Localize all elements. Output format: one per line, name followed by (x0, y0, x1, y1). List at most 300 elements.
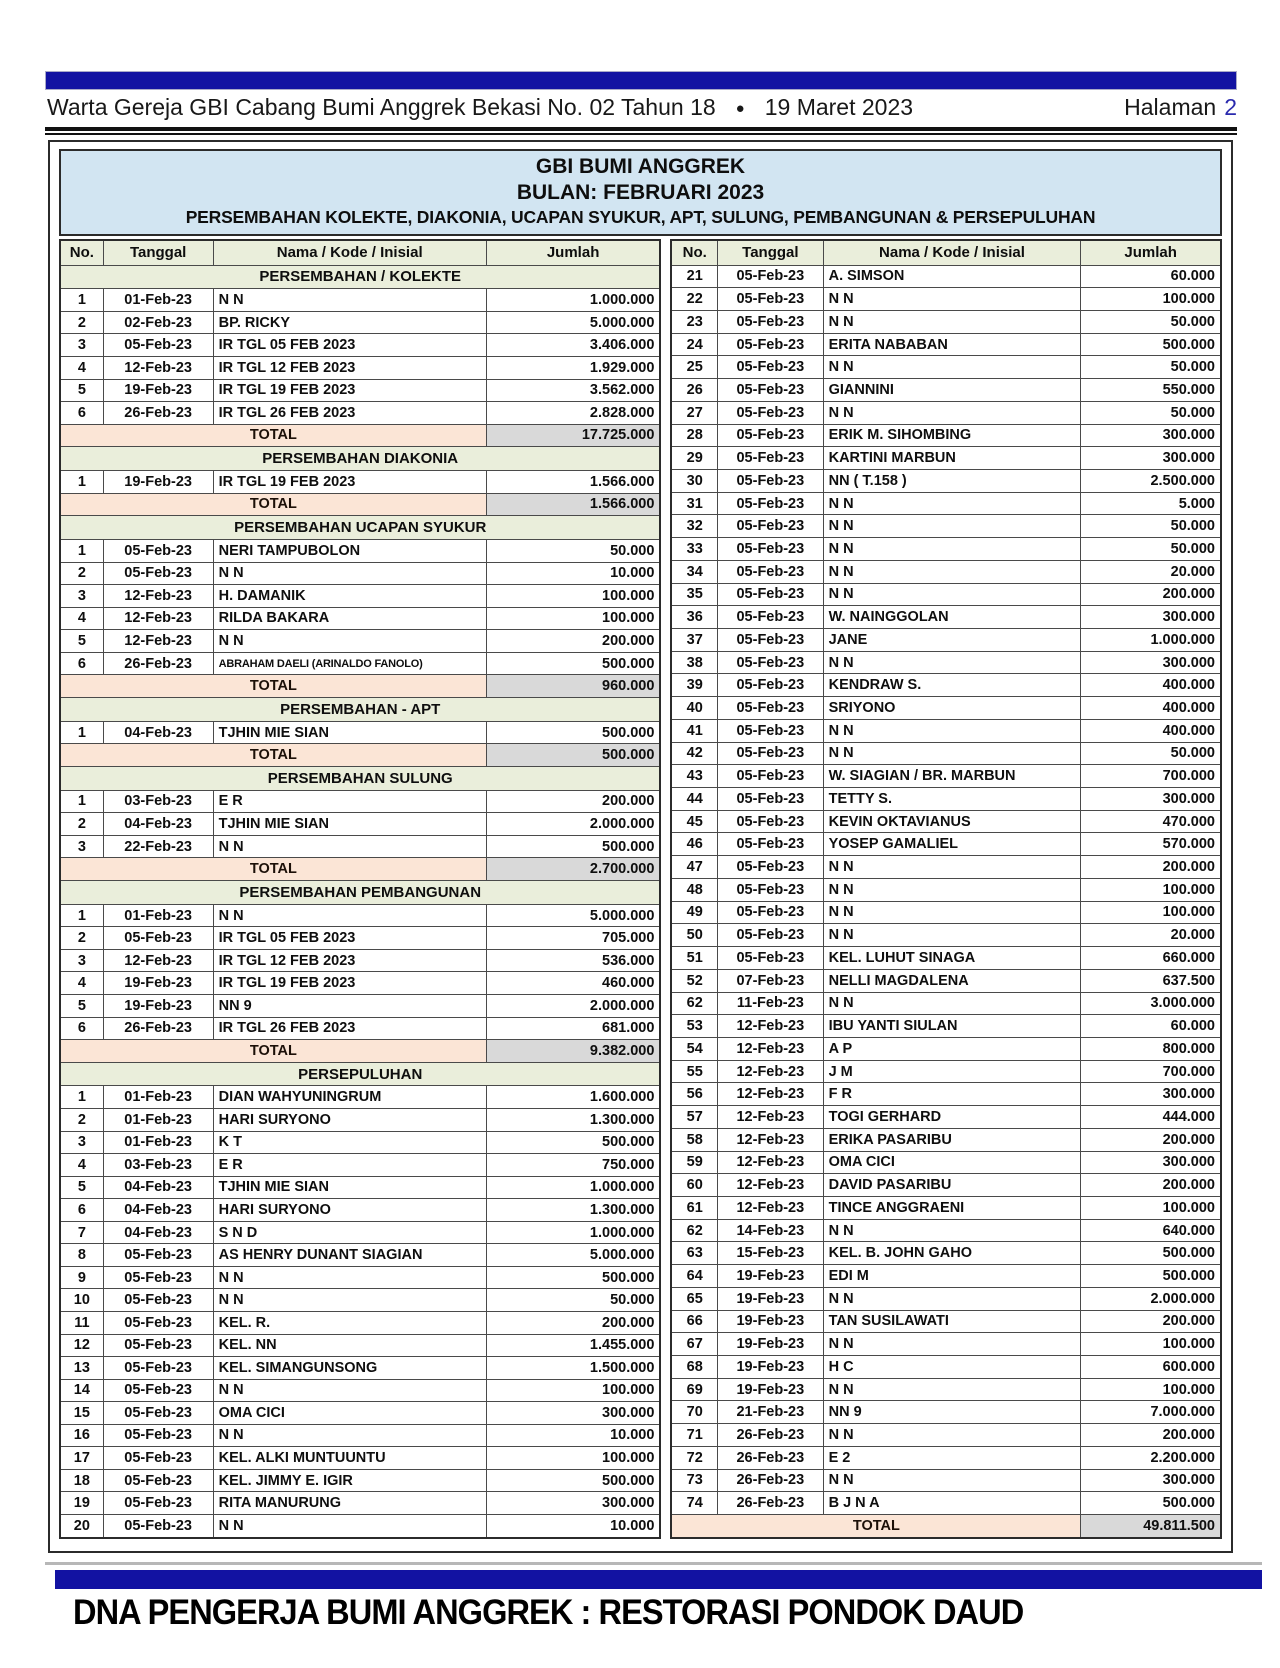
table-row (60, 540, 660, 563)
cell-no: 37 (671, 629, 717, 652)
table-row (671, 1287, 1221, 1310)
table-row (60, 607, 660, 630)
cell-name: ERIK M. SIHOMBING (823, 424, 1081, 447)
cell-no: 13 (60, 1357, 103, 1380)
table-row (671, 1242, 1221, 1265)
cell-amount: 1.000.000 (486, 1176, 660, 1199)
cell-date: 12-Feb-23 (103, 585, 213, 608)
cell-date: 12-Feb-23 (718, 1037, 824, 1060)
cell-amount: 1.000.000 (486, 1221, 660, 1244)
cell-no: 30 (671, 469, 717, 492)
table-row (671, 1356, 1221, 1379)
cell-name: N N (823, 492, 1081, 515)
total-label: TOTAL (60, 493, 486, 516)
cell-date: 12-Feb-23 (718, 1128, 824, 1151)
cell-amount: 10.000 (486, 1424, 660, 1447)
cell-no: 46 (671, 833, 717, 856)
cell-name: N N (823, 992, 1081, 1015)
cell-date: 04-Feb-23 (103, 1176, 213, 1199)
cell-amount: 5.000.000 (486, 904, 660, 927)
cell-amount: 100.000 (1081, 878, 1221, 901)
cell-date: 05-Feb-23 (718, 901, 824, 924)
cell-name: AS HENRY DUNANT SIAGIAN (213, 1244, 486, 1267)
cell-no: 19 (60, 1492, 103, 1515)
cell-amount: 700.000 (1081, 765, 1221, 788)
cell-no: 38 (671, 651, 717, 674)
table-row (671, 947, 1221, 970)
cell-no: 7 (60, 1221, 103, 1244)
newsletter-title: Warta Gereja GBI Cabang Bumi Anggrek Bekasi No. 02 Tahun 18 (47, 94, 716, 120)
cell-name: A P (823, 1037, 1081, 1060)
cell-date: 12-Feb-23 (103, 357, 213, 380)
total-row (60, 675, 660, 698)
cell-date: 05-Feb-23 (718, 401, 824, 424)
table-row (60, 1514, 660, 1538)
cell-name: NN ( T.158 ) (823, 469, 1081, 492)
cell-date: 26-Feb-23 (103, 402, 213, 425)
section-header-row (60, 1062, 660, 1086)
cell-amount: 1.000.000 (486, 289, 660, 312)
table-row (60, 562, 660, 585)
cell-date: 05-Feb-23 (718, 788, 824, 811)
table-row (60, 1109, 660, 1132)
table-row (671, 924, 1221, 947)
cell-name: A. SIMSON (823, 265, 1081, 288)
cell-amount: 200.000 (1081, 856, 1221, 879)
section-header-row (60, 880, 660, 904)
cell-name: N N (823, 1469, 1081, 1492)
cell-amount: 400.000 (1081, 697, 1221, 720)
table-row (60, 1469, 660, 1492)
table-row (671, 1310, 1221, 1333)
cell-date: 21-Feb-23 (718, 1401, 824, 1424)
table-row (671, 810, 1221, 833)
cell-name: TAN SUSILAWATI (823, 1310, 1081, 1333)
offering-table-left (59, 239, 661, 1539)
cell-name: EDI M (823, 1265, 1081, 1288)
cell-amount: 1.300.000 (486, 1199, 660, 1222)
cell-amount: 470.000 (1081, 810, 1221, 833)
cell-date: 05-Feb-23 (103, 562, 213, 585)
cell-no: 10 (60, 1289, 103, 1312)
table-row (671, 1196, 1221, 1219)
cell-no: 63 (671, 1242, 717, 1265)
cell-date: 05-Feb-23 (103, 1514, 213, 1538)
table-row (671, 265, 1221, 288)
cell-date: 19-Feb-23 (718, 1287, 824, 1310)
cell-no: 62 (671, 1219, 717, 1242)
cell-no: 26 (671, 379, 717, 402)
table-row (671, 1060, 1221, 1083)
cell-no: 6 (60, 1017, 103, 1040)
table-row (671, 1492, 1221, 1515)
offering-tables (59, 239, 1222, 1539)
cell-name: N N (823, 401, 1081, 424)
cell-amount: 60.000 (1081, 1015, 1221, 1038)
cell-no: 74 (671, 1492, 717, 1515)
cell-no: 1 (60, 721, 103, 744)
cell-date: 19-Feb-23 (103, 994, 213, 1017)
total-amount: 2.700.000 (486, 858, 660, 881)
cell-no: 4 (60, 607, 103, 630)
cell-date: 12-Feb-23 (718, 1060, 824, 1083)
cell-date: 05-Feb-23 (718, 765, 824, 788)
cell-name: N N (823, 1219, 1081, 1242)
cell-amount: 700.000 (1081, 1060, 1221, 1083)
cell-no: 15 (60, 1402, 103, 1425)
cell-name: HARI SURYONO (213, 1109, 486, 1132)
cell-name: ERIKA PASARIBU (823, 1128, 1081, 1151)
total-label: TOTAL (60, 744, 486, 767)
cell-name: KEL. LUHUT SINAGA (823, 947, 1081, 970)
cell-date: 05-Feb-23 (718, 424, 824, 447)
cell-amount: 500.000 (1081, 1242, 1221, 1265)
cell-date: 05-Feb-23 (718, 878, 824, 901)
table-row (671, 697, 1221, 720)
section-title: PERSEMBAHAN UCAPAN SYUKUR (60, 516, 660, 540)
cell-amount: 50.000 (1081, 538, 1221, 561)
cell-name: OMA CICI (213, 1402, 486, 1425)
cell-date: 05-Feb-23 (718, 674, 824, 697)
cell-date: 12-Feb-23 (103, 949, 213, 972)
cell-date: 05-Feb-23 (718, 515, 824, 538)
cell-amount: 300.000 (486, 1492, 660, 1515)
cell-no: 36 (671, 606, 717, 629)
cell-date: 05-Feb-23 (718, 310, 824, 333)
total-row (671, 1515, 1221, 1538)
table-row (60, 1244, 660, 1267)
column-header: Nama / Kode / Inisial (213, 240, 486, 265)
cell-no: 5 (60, 379, 103, 402)
table-row (671, 1469, 1221, 1492)
cell-amount: 1.455.000 (486, 1334, 660, 1357)
cell-amount: 50.000 (486, 1289, 660, 1312)
table-row (671, 515, 1221, 538)
cell-name: IR TGL 12 FEB 2023 (213, 949, 486, 972)
table-row (671, 1219, 1221, 1242)
table-row (60, 1334, 660, 1357)
cell-name: TETTY S. (823, 788, 1081, 811)
cell-no: 43 (671, 765, 717, 788)
cell-no: 56 (671, 1083, 717, 1106)
cell-name: N N (213, 630, 486, 653)
table-row (671, 765, 1221, 788)
cell-no: 16 (60, 1424, 103, 1447)
cell-amount: 2.000.000 (1081, 1287, 1221, 1310)
table-row (671, 288, 1221, 311)
cell-amount: 200.000 (1081, 1310, 1221, 1333)
cell-name: TJHIN MIE SIAN (213, 1176, 486, 1199)
cell-no: 4 (60, 1154, 103, 1177)
cell-name: N N (823, 856, 1081, 879)
total-row (60, 424, 660, 447)
cell-name: NELLI MAGDALENA (823, 969, 1081, 992)
header-row (60, 240, 660, 265)
cell-amount: 200.000 (1081, 1174, 1221, 1197)
table-row (671, 969, 1221, 992)
table-row (671, 629, 1221, 652)
cell-no: 73 (671, 1469, 717, 1492)
total-label: TOTAL (60, 858, 486, 881)
cell-name: N N (823, 1424, 1081, 1447)
cell-no: 27 (671, 401, 717, 424)
cell-date: 04-Feb-23 (103, 721, 213, 744)
table-row (60, 379, 660, 402)
cell-amount: 300.000 (1081, 424, 1221, 447)
cell-amount: 536.000 (486, 949, 660, 972)
cell-no: 60 (671, 1174, 717, 1197)
cell-name: KEL. ALKI MUNTUUNTU (213, 1447, 486, 1470)
cell-date: 05-Feb-23 (718, 924, 824, 947)
cell-amount: 50.000 (1081, 742, 1221, 765)
cell-no: 24 (671, 333, 717, 356)
cell-no: 39 (671, 674, 717, 697)
table-row (671, 492, 1221, 515)
cell-no: 6 (60, 652, 103, 675)
cell-date: 12-Feb-23 (718, 1106, 824, 1129)
cell-amount: 50.000 (486, 540, 660, 563)
table-row (671, 651, 1221, 674)
table-row (60, 1154, 660, 1177)
cell-date: 05-Feb-23 (718, 947, 824, 970)
cell-no: 68 (671, 1356, 717, 1379)
table-row (60, 334, 660, 357)
cell-name: KARTINI MARBUN (823, 447, 1081, 470)
cell-date: 05-Feb-23 (718, 333, 824, 356)
table-row (60, 904, 660, 927)
cell-no: 1 (60, 540, 103, 563)
cell-no: 49 (671, 901, 717, 924)
cell-date: 01-Feb-23 (103, 1086, 213, 1109)
table-row (60, 1492, 660, 1515)
table-row (671, 583, 1221, 606)
cell-no: 2 (60, 927, 103, 950)
cell-name: H. DAMANIK (213, 585, 486, 608)
cell-no: 42 (671, 742, 717, 765)
cell-date: 05-Feb-23 (718, 651, 824, 674)
cell-name: N N (213, 289, 486, 312)
cell-date: 02-Feb-23 (103, 311, 213, 334)
cell-amount: 7.000.000 (1081, 1401, 1221, 1424)
cell-no: 8 (60, 1244, 103, 1267)
cell-name: KEL. JIMMY E. IGIR (213, 1469, 486, 1492)
table-row (671, 469, 1221, 492)
cell-no: 64 (671, 1265, 717, 1288)
cell-name: TOGI GERHARD (823, 1106, 1081, 1129)
cell-no: 29 (671, 447, 717, 470)
cell-date: 05-Feb-23 (718, 538, 824, 561)
cell-amount: 3.562.000 (486, 379, 660, 402)
column-header: No. (60, 240, 103, 265)
table-row (671, 878, 1221, 901)
cell-name: KEL. B. JOHN GAHO (823, 1242, 1081, 1265)
cell-date: 05-Feb-23 (103, 1357, 213, 1380)
cell-no: 17 (60, 1447, 103, 1470)
cell-name: IR TGL 26 FEB 2023 (213, 402, 486, 425)
cell-amount: 2.000.000 (486, 813, 660, 836)
cell-no: 58 (671, 1128, 717, 1151)
cell-name: E R (213, 790, 486, 813)
report-categories: PERSEMBAHAN KOLEKTE, DIAKONIA, UCAPAN SYUKUR, APT, SULUNG, PEMBANGUNAN & PERSEPULUHAN (185, 207, 1096, 227)
report-title-block (59, 149, 1222, 236)
cell-amount: 100.000 (1081, 1333, 1221, 1356)
cell-amount: 1.300.000 (486, 1109, 660, 1132)
cell-amount: 200.000 (486, 1311, 660, 1334)
cell-name: H C (823, 1356, 1081, 1379)
table-row (671, 674, 1221, 697)
table-row (60, 1131, 660, 1154)
cell-date: 01-Feb-23 (103, 1131, 213, 1154)
table-row (671, 333, 1221, 356)
cell-name: N N (213, 1289, 486, 1312)
footer-slogan: DNA PENGERJA BUMI ANGGREK : RESTORASI PONDOK DAUD (73, 1593, 1024, 1632)
cell-name: JANE (823, 629, 1081, 652)
cell-no: 5 (60, 994, 103, 1017)
cell-date: 05-Feb-23 (103, 1492, 213, 1515)
cell-no: 3 (60, 334, 103, 357)
total-amount: 500.000 (486, 744, 660, 767)
cell-amount: 100.000 (486, 1379, 660, 1402)
column-header: Tanggal (718, 240, 824, 265)
cell-date: 05-Feb-23 (718, 606, 824, 629)
cell-date: 14-Feb-23 (718, 1219, 824, 1242)
total-row (60, 858, 660, 881)
cell-date: 05-Feb-23 (718, 356, 824, 379)
cell-amount: 500.000 (486, 652, 660, 675)
cell-amount: 1.600.000 (486, 1086, 660, 1109)
table-row (671, 719, 1221, 742)
table-row (671, 788, 1221, 811)
cell-name: E 2 (823, 1446, 1081, 1469)
cell-date: 26-Feb-23 (103, 1017, 213, 1040)
cell-name: N N (823, 356, 1081, 379)
cell-no: 70 (671, 1401, 717, 1424)
cell-date: 12-Feb-23 (103, 630, 213, 653)
cell-amount: 200.000 (486, 630, 660, 653)
table-row (671, 742, 1221, 765)
cell-name: N N (823, 924, 1081, 947)
table-row (60, 1379, 660, 1402)
cell-name: N N (823, 651, 1081, 674)
section-header-row (60, 766, 660, 790)
cell-amount: 300.000 (486, 1402, 660, 1425)
table-row (60, 790, 660, 813)
cell-no: 1 (60, 1086, 103, 1109)
cell-date: 03-Feb-23 (103, 790, 213, 813)
cell-no: 2 (60, 311, 103, 334)
masthead-left (47, 94, 913, 121)
cell-amount: 637.500 (1081, 969, 1221, 992)
cell-name: KEL. R. (213, 1311, 486, 1334)
cell-name: IR TGL 19 FEB 2023 (213, 471, 486, 494)
cell-name: N N (823, 1378, 1081, 1401)
cell-no: 34 (671, 560, 717, 583)
cell-date: 05-Feb-23 (718, 697, 824, 720)
cell-date: 05-Feb-23 (718, 742, 824, 765)
cell-no: 40 (671, 697, 717, 720)
table-row (60, 949, 660, 972)
cell-date: 19-Feb-23 (103, 972, 213, 995)
cell-amount: 100.000 (486, 585, 660, 608)
cell-date: 19-Feb-23 (718, 1356, 824, 1379)
cell-amount: 20.000 (1081, 924, 1221, 947)
cell-amount: 2.500.000 (1081, 469, 1221, 492)
cell-name: NN 9 (823, 1401, 1081, 1424)
table-row (60, 1424, 660, 1447)
issue-date: 19 Maret 2023 (764, 94, 914, 120)
cell-name: N N (213, 1379, 486, 1402)
cell-amount: 100.000 (1081, 1196, 1221, 1219)
table-row (671, 401, 1221, 424)
masthead-rule-thick (45, 127, 1237, 131)
cell-no: 41 (671, 719, 717, 742)
table-row (671, 1128, 1221, 1151)
cell-no: 5 (60, 1176, 103, 1199)
cell-amount: 200.000 (1081, 583, 1221, 606)
cell-no: 47 (671, 856, 717, 879)
cell-date: 05-Feb-23 (718, 288, 824, 311)
cell-amount: 3.000.000 (1081, 992, 1221, 1015)
cell-date: 01-Feb-23 (103, 289, 213, 312)
cell-amount: 500.000 (486, 721, 660, 744)
cell-no: 62 (671, 992, 717, 1015)
church-name: GBI BUMI ANGGREK (535, 155, 746, 178)
table-row (671, 1265, 1221, 1288)
table-row (60, 585, 660, 608)
total-label: TOTAL (60, 424, 486, 447)
cell-no: 6 (60, 402, 103, 425)
cell-amount: 100.000 (486, 1447, 660, 1470)
column-header: Jumlah (1081, 240, 1221, 265)
cell-amount: 5.000.000 (486, 1244, 660, 1267)
cell-name: HARI SURYONO (213, 1199, 486, 1222)
cell-amount: 550.000 (1081, 379, 1221, 402)
cell-no: 20 (60, 1514, 103, 1538)
table-row (60, 835, 660, 858)
cell-amount: 500.000 (1081, 333, 1221, 356)
cell-name: B J N A (823, 1492, 1081, 1515)
cell-name: N N (823, 901, 1081, 924)
cell-name: KEVIN OKTAVIANUS (823, 810, 1081, 833)
cell-no: 32 (671, 515, 717, 538)
column-header: Tanggal (103, 240, 213, 265)
column-header: Nama / Kode / Inisial (823, 240, 1081, 265)
cell-name: N N (823, 1287, 1081, 1310)
cell-amount: 100.000 (1081, 288, 1221, 311)
total-amount: 1.566.000 (486, 493, 660, 516)
cell-no: 3 (60, 585, 103, 608)
cell-date: 05-Feb-23 (718, 379, 824, 402)
table-row (60, 1447, 660, 1470)
total-amount: 17.725.000 (486, 424, 660, 447)
cell-name: N N (823, 288, 1081, 311)
masthead-rule-thin (45, 133, 1237, 135)
table-row (671, 1333, 1221, 1356)
cell-amount: 50.000 (1081, 401, 1221, 424)
cell-no: 14 (60, 1379, 103, 1402)
cell-no: 53 (671, 1015, 717, 1038)
table-row (60, 994, 660, 1017)
cell-amount: 50.000 (1081, 356, 1221, 379)
cell-no: 48 (671, 878, 717, 901)
cell-no: 57 (671, 1106, 717, 1129)
cell-date: 05-Feb-23 (718, 856, 824, 879)
cell-name: NN 9 (213, 994, 486, 1017)
cell-date: 19-Feb-23 (103, 379, 213, 402)
footer-divider-bar (55, 1570, 1262, 1589)
cell-no: 54 (671, 1037, 717, 1060)
cell-date: 05-Feb-23 (718, 447, 824, 470)
